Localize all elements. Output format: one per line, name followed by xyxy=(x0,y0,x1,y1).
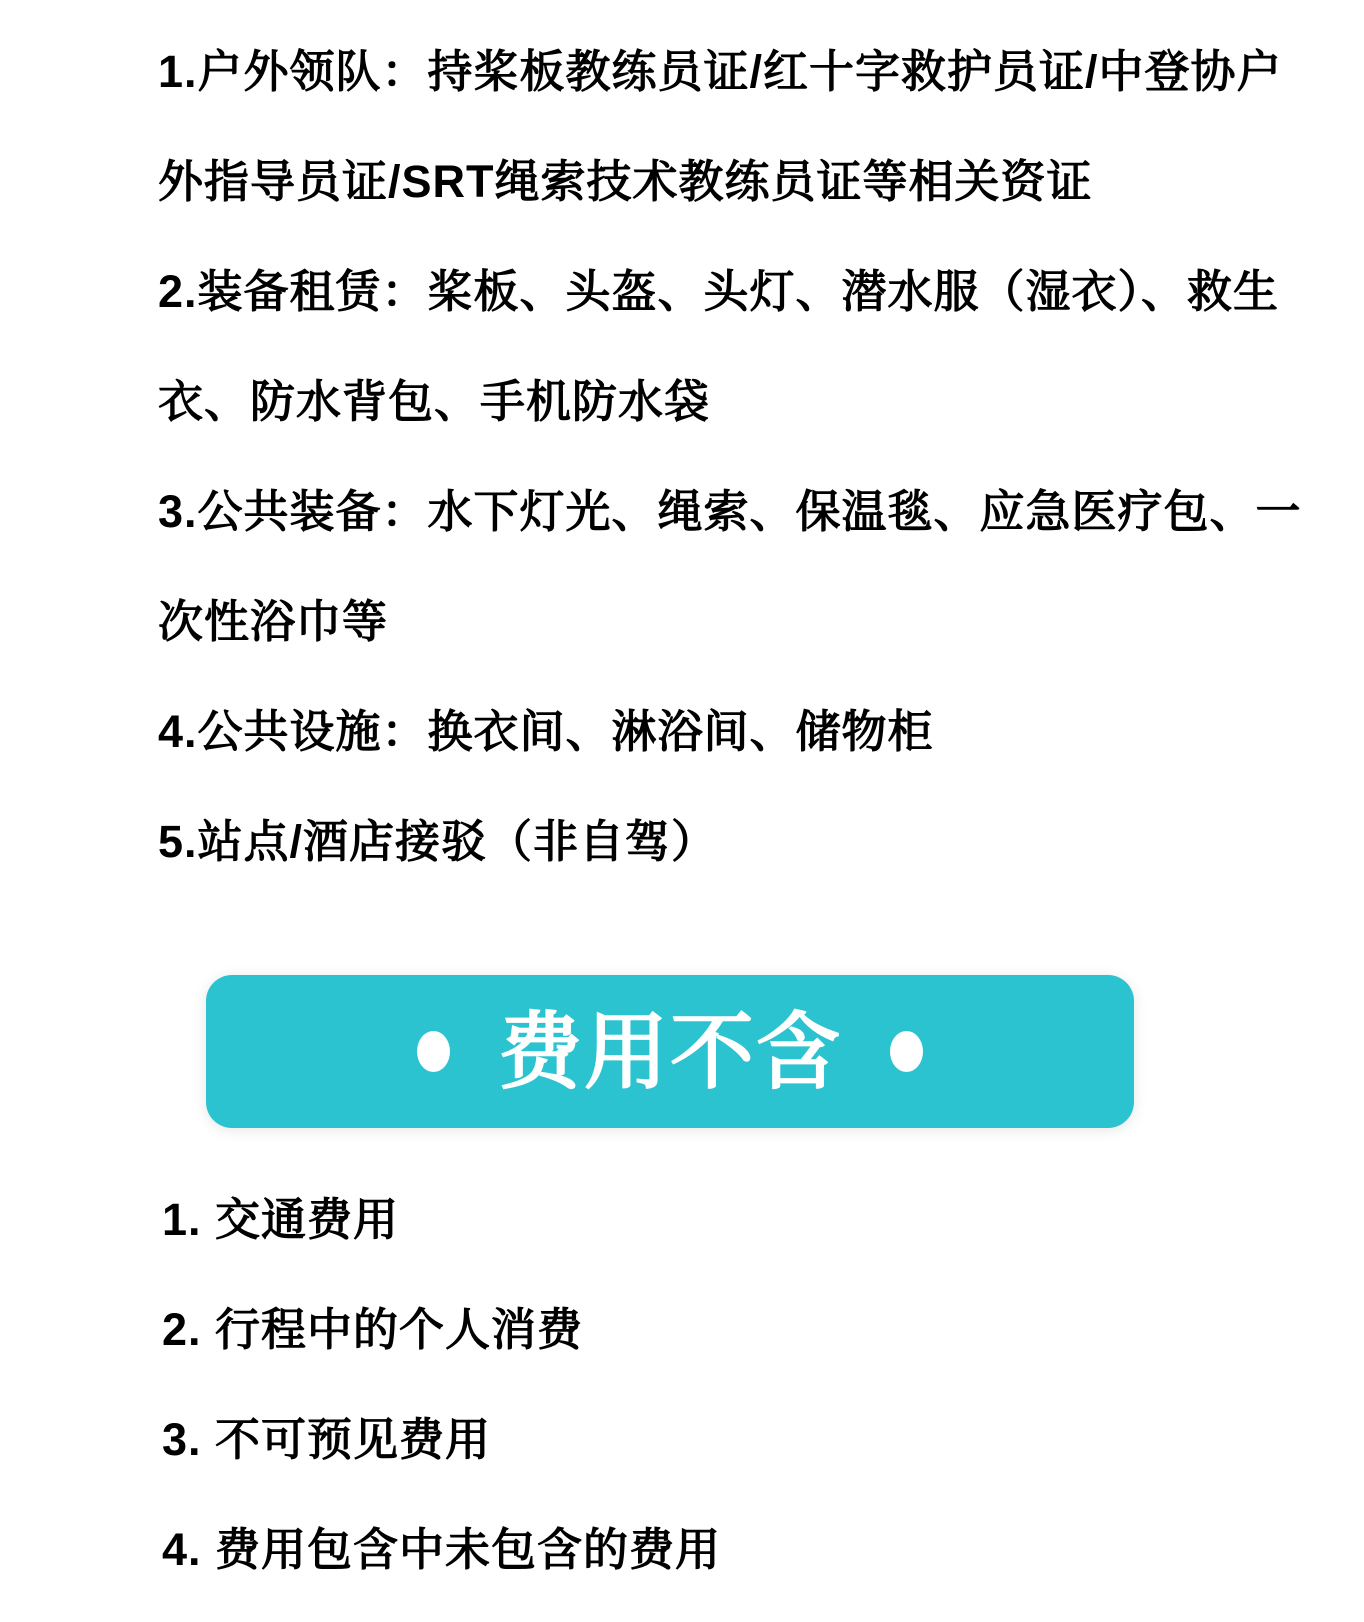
fee-excluded-item-3: 3. 不可预见费用 xyxy=(162,1413,492,1465)
fee-included-item-1-line-2: 外指导员证/SRT绳索技术教练员证等相关资证 xyxy=(158,155,1093,207)
fee-excluded-list xyxy=(162,1160,1252,1600)
banner-right-dot-icon xyxy=(890,1031,923,1072)
fee-excluded-item-2: 2. 行程中的个人消费 xyxy=(162,1303,584,1355)
fee-included-item-2-line-2: 衣、防水背包、手机防水袋 xyxy=(158,375,711,427)
banner-title: 费用不含 xyxy=(497,1004,842,1099)
fee-excluded-banner xyxy=(206,975,1134,1128)
fee-included-list xyxy=(158,12,1302,892)
fee-included-item-3-line-1: 3.公共装备：水下灯光、绳索、保温毯、应急医疗包、一 xyxy=(158,485,1302,537)
fee-excluded-item-1: 1. 交通费用 xyxy=(162,1193,400,1245)
fee-included-item-1-line-1: 1.户外领队：持桨板教练员证/红十字救护员证/中登协户 xyxy=(158,45,1283,97)
fee-included-item-5-line-1: 5.站点/酒店接驳（非自驾） xyxy=(158,815,718,867)
fee-included-item-3-line-2: 次性浴巾等 xyxy=(158,595,389,647)
fee-included-item-2-line-1: 2.装备租赁：桨板、头盔、头灯、潜水服（湿衣）、救生 xyxy=(158,265,1280,317)
fee-excluded-item-4: 4. 费用包含中未包含的费用 xyxy=(162,1523,722,1575)
fee-included-item-4-line-1: 4.公共设施：换衣间、淋浴间、储物柜 xyxy=(158,705,934,757)
banner-left-dot-icon xyxy=(417,1031,450,1072)
